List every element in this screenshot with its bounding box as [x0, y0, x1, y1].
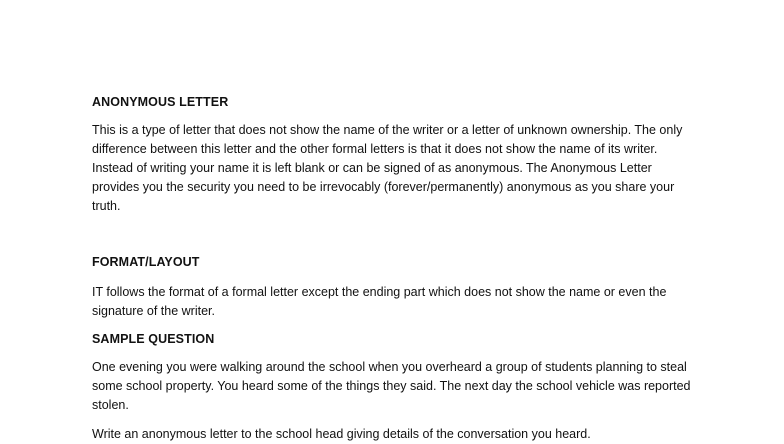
heading-format-layout: FORMAT/LAYOUT [92, 255, 200, 269]
paragraph-anonymous-letter-definition: This is a type of letter that does not show the name of the writer or a letter of unknown ownership. The only difference between this letter and the other formal letters is that it does not show the name of its writer. Instead of writing your name it is left blank or can be signed of as anonymous. The Anonymous Letter provides you the security you need to be irrevocably (forever/permanently) anonymous as you share your truth. [92, 123, 683, 213]
paragraph-sample-question: One evening you were walking around the school when you overheard a group of students planning to steal some school property. You heard some of the things they said. The next day the school vehicle was reported stolen. [92, 360, 691, 412]
paragraph-format-layout: IT follows the format of a formal letter except the ending part which does not show the name or even the signature of the writer. [92, 285, 667, 318]
paragraph-sample-instruction: Write an anonymous letter to the school head giving details of the conversation you heard. [92, 427, 591, 441]
heading-sample-question: SAMPLE QUESTION [92, 332, 215, 346]
heading-anonymous-letter: ANONYMOUS LETTER [92, 95, 229, 109]
